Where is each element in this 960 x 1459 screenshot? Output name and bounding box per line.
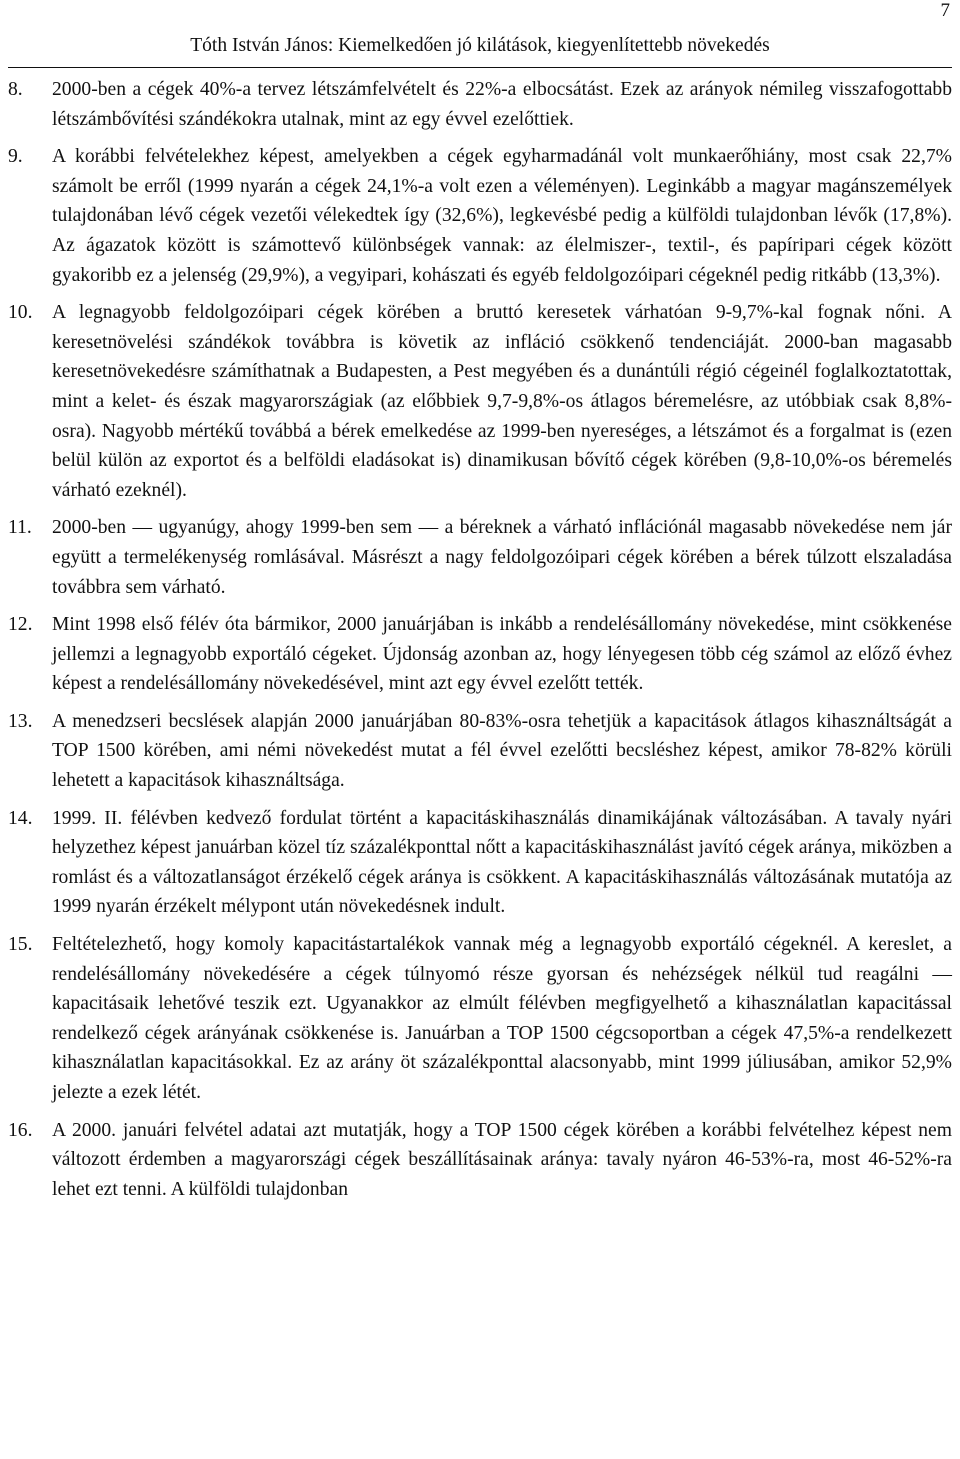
list-item [8,707,952,796]
item-text: Mint 1998 első félév óta bármikor, 2000 januárjában is inkább a rendelésállomány növekedése, mint csökkenése jellemzi a legnagyobb exportáló cégeket. Újdonság azonban az, hogy lényegesen több cég számol az előző évhez képest a rendelésállomány növekedésével, mint azt egy évvel ezelőtt tették. [52,614,952,695]
item-number: 14. [8,807,33,829]
item-number: 10. [8,302,33,324]
item-text: A korábbi felvételekhez képest, amelyekben a cégek egyharmadánál volt munkaerőhiány, most csak 22,7% számolt be erről (1999 nyarán a cégek 24,1%-a volt ezen a véleményen). Leginkább a magyar magánszemélyek tulajdonában lévő cégek vezetői vélekedtek így (32,6%), legkevésbé pedig a külföldi tulajdonban lévők (17,8%). Az ágazatok között is számottevő különbségek vannak: az élelmiszer-, textil-, és papíripari cégek között gyakoribb ez a jelenség (29,9%), a vegyipari, kohászati és egyéb feldolgozóipari cégeknél pedig ritkább (13,3%). [52,146,952,286]
list-item [8,75,952,134]
running-header: Tóth István János: Kiemelkedően jó kilátások, kiegyenlítettebb növekedés [190,35,770,56]
item-text: A 2000. januári felvétel adatai azt mutatják, hogy a TOP 1500 cégek körében a korábbi felvételhez képest nem változott érdemben a magyarországi cégek beszállításainak aránya: tavaly nyáron 46-53%-ra, most 46-52%-ra lehet ezt tenni. A külföldi tulajdonban [52,1119,952,1200]
item-number: 15. [8,934,33,956]
item-text: 2000-ben — ugyanúgy, ahogy 1999-ben sem — a béreknek a várható inflációnál magasabb növekedése nem jár együtt a termelékenység romlásával. Másrészt a nagy feldolgozóipari cégek körében a bérek túlzott elszaladása továbbra sem várható. [52,517,952,598]
item-text: A legnagyobb feldolgozóipari cégek körében a bruttó keresetek várhatóan 9-9,7%-kal fognak nőni. A keresetnövelési szándékok továbbra is követik az infláció csökkenő tendenciáját. 2000-ban magasabb keresetnövekedésre számíthatnak a Budapesten, a Pest megyében és a dunántúli régió cégeinél foglalkoztatottak, mint a kelet- és észak magyarországiak (az előbbiek 9,7-9,8%-os átlagos béremelésre, az utóbbiak csak 8,8%-osra). Nagyobb mértékű továbbá a bérek emelkedése az 1999-ben nyereséges, a létszámot és a forgalmat is (ezen belül külön az exportot és a belföldi eladásokat is) dinamikusan bővítő cégek körében (9,8-10,0%-os béremelés várható ezeknél). [52,302,952,501]
item-number: 8. [8,79,23,100]
list-item [8,142,952,290]
item-number: 13. [8,710,33,732]
list-item [8,1116,952,1205]
page-number: 7 [940,0,950,21]
item-text: 1999. II. félévben kedvező fordulat történt a kapacitáskihasználás dinamikájának változásában. A tavaly nyári helyzethez képest januárban közel tíz százalékponttal nőtt a kapacitáskihasználást javító cégek aránya, miközben a romlást és a változatlanságot érzékelő cégek aránya is csökkent. A kapacitáskihasználás változásának mutatója az 1999 nyarán érzékelt mélypont után növekedésnek indult. [52,807,952,918]
list-item [8,610,952,699]
item-text: A menedzseri becslések alapján 2000 januárjában 80-83%-osra tehetjük a kapacitások átlagos kihasználtságát a TOP 1500 körében, ami némi növekedést mutat a fél évvel ezelőtti becsléshez képest, amikor 78-82% körüli lehetett a kapacitások kihasználtsága. [52,710,952,792]
item-text: 2000-ben a cégek 40%-a tervez létszámfelvételt és 22%-a elbocsátást. Ezek az arányok némileg visszafogottabb létszámbővítési szándékokra utalnak, mint az egy évvel ezelőttiek. [52,79,952,130]
list-item [8,930,952,1108]
item-number: 12. [8,614,33,636]
list-item [8,298,952,505]
header-divider [8,67,952,68]
item-number: 9. [8,146,23,168]
list-item [8,513,952,602]
list-item [8,804,952,922]
item-text: Feltételezhető, hogy komoly kapacitástartalékok vannak még a legnagyobb exportáló cégeknél. A kereslet, a rendelésállomány növekedésére a cégek túlnyomó része gyorsan és nehézségek nélkül tud reagálni — kapacitásaik lehetővé teszik ezt. Ugyanakkor az elmúlt félévben megfigyelhető a kihasználatlan kapacitással rendelkező cégek arányának csökkenése is. Januárban a TOP 1500 cégcsoportban a cégek 47,5%-a rendelkezett kihasználatlan kapacitásokkal. Ez az arány öt százalékponttal alacsonyabb, mint 1999 júliusában, amikor 52,9% jelezte a ezek létét. [52,934,952,1103]
item-number: 16. [8,1119,33,1141]
numbered-list [8,75,952,1212]
item-number: 11. [8,517,32,539]
